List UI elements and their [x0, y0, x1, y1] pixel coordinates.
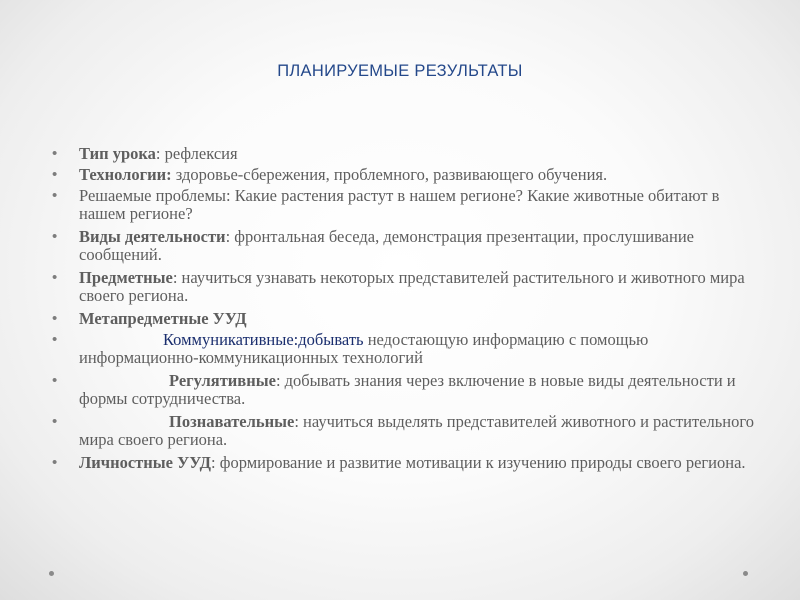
- list-item-lesson-type: [52, 145, 767, 163]
- slide-title: ПЛАНИРУЕМЫЕ РЕЗУЛЬТАТЫ: [277, 62, 523, 80]
- personal-text: : формирование и развитие мотивации к изучению природы своего региона.: [211, 453, 746, 472]
- subject-text: : научиться узнавать некоторых представителей растительного и животного мира своего региона.: [79, 268, 745, 305]
- regulative-label: Регулятивные: [169, 371, 276, 390]
- cognitive-label: Познавательные: [169, 412, 295, 431]
- lesson-type-text: : рефлексия: [155, 144, 238, 163]
- activities-text: : фронтальная беседа, демонстрация презентации, прослушивание сообщений.: [79, 227, 694, 264]
- technologies-label: Технологии:: [79, 165, 172, 184]
- list-item-technologies: [52, 166, 767, 184]
- subject-label: Предметные: [79, 268, 173, 287]
- list-item-regulative: [52, 372, 767, 408]
- list-item-activities: [52, 228, 767, 264]
- problems-text: Решаемые проблемы: Какие растения растут в нашем регионе? Какие животные обитают в нашем регионе?: [79, 186, 720, 223]
- list-item-personal: [52, 454, 767, 472]
- regulative-text: : добывать знания через включение в новые виды деятельности и формы сотрудничества.: [79, 371, 736, 408]
- activities-label: Виды деятельности: [79, 227, 226, 246]
- meta-label: Метапредметные УУД: [79, 309, 247, 328]
- bullet-list: [52, 145, 767, 477]
- technologies-text: здоровье-сбережения, проблемного, развивающего обучения.: [171, 165, 608, 184]
- cognitive-text: : научиться выделять представителей животного и растительного мира своего региона.: [79, 412, 754, 449]
- communicative-label: Коммуникативные:добывать: [163, 330, 364, 349]
- decorative-dot-left: [49, 571, 54, 576]
- communicative-text: недостающую информацию с помощью информационно-коммуникационных технологий: [79, 330, 649, 367]
- list-item-problems: [52, 187, 767, 223]
- lesson-type-label: Тип урока: [79, 144, 156, 163]
- list-item-meta: [52, 310, 767, 328]
- personal-label: Личностные УУД: [79, 453, 212, 472]
- decorative-dot-right: [743, 571, 748, 576]
- list-item-communicative: [52, 331, 767, 367]
- list-item-cognitive: [52, 413, 767, 449]
- list-item-subject-results: [52, 269, 767, 305]
